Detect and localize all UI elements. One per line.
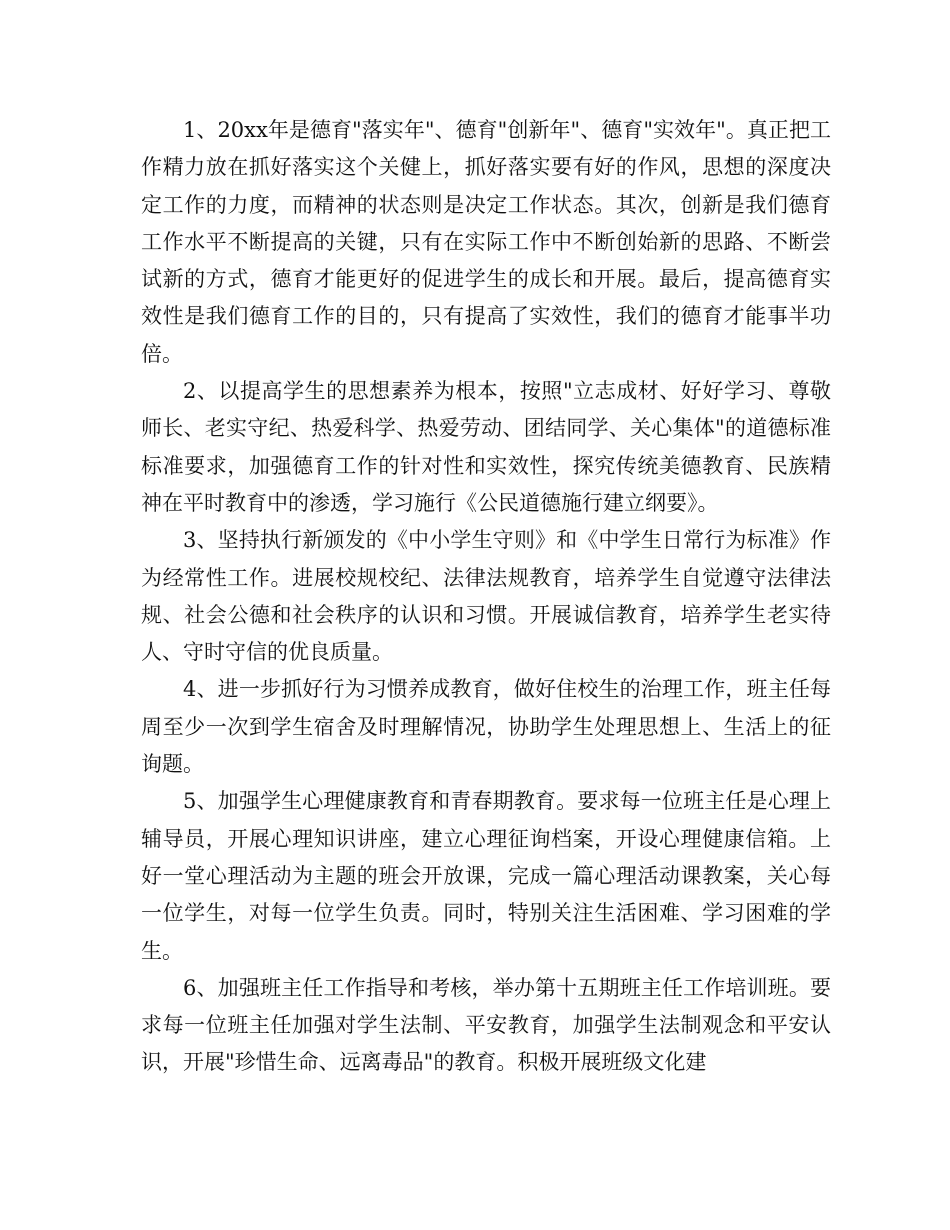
paragraph-2: 2、以提高学生的思想素养为根本，按照"立志成材、好好学习、尊敬师长、老实守纪、热爱科学、热爱劳动、团结同学、关心集体"的道德标准标准要求，加强德育工作的针对性和实效性，探究传统美德教育、民族精神在平时教育中的渗透，学习施行《公民道德施行建立纲要》。	[141, 379, 831, 515]
paragraph-6: 6、加强班主任工作指导和考核，举办第十五期班主任工作培训班。要求每一位班主任加强对学生法制、平安教育，加强学生法制观念和平安认识，开展"珍惜生命、远离毒品"的教育。积极开展班级文化建	[141, 975, 831, 1075]
document-body	[141, 112, 831, 1082]
paragraph-1: 1、20xx年是德育"落实年"、德育"创新年"、德育"实效年"。真正把工作精力放在抓好落实这个关健上，抓好落实要有好的作风，思想的深度决定工作的力度，而精神的状态则是决定工作状态。其次，创新是我们德育工作水平不断提高的关键，只有在实际工作中不断创始新的思路、不断尝试新的方式，德育才能更好的促进学生的成长和开展。最后，提高德育实效性是我们德育工作的目的，只有提高了实效性，我们的德育才能事半功倍。	[141, 118, 831, 366]
paragraph-4: 4、进一步抓好行为习惯养成教育，做好住校生的治理工作，班主任每周至少一次到学生宿舍及时理解情况，协助学生处理思想上、生活上的征询题。	[141, 677, 831, 777]
paragraph-5: 5、加强学生心理健康教育和青春期教育。要求每一位班主任是心理上辅导员，开展心理知识讲座，建立心理征询档案，开设心理健康信箱。上好一堂心理活动为主题的班会开放课，完成一篇心理活动课教案，关心每一位学生，对每一位学生负责。同时，特别关注生活困难、学习困难的学生。	[141, 789, 831, 963]
paragraph-3: 3、坚持执行新颁发的《中小学生守则》和《中学生日常行为标准》作为经常性工作。进展校规校纪、法律法规教育，培养学生自觉遵守法律法规、社会公德和社会秩序的认识和习惯。开展诚信教育，培养学生老实待人、守时守信的优良质量。	[141, 528, 831, 665]
